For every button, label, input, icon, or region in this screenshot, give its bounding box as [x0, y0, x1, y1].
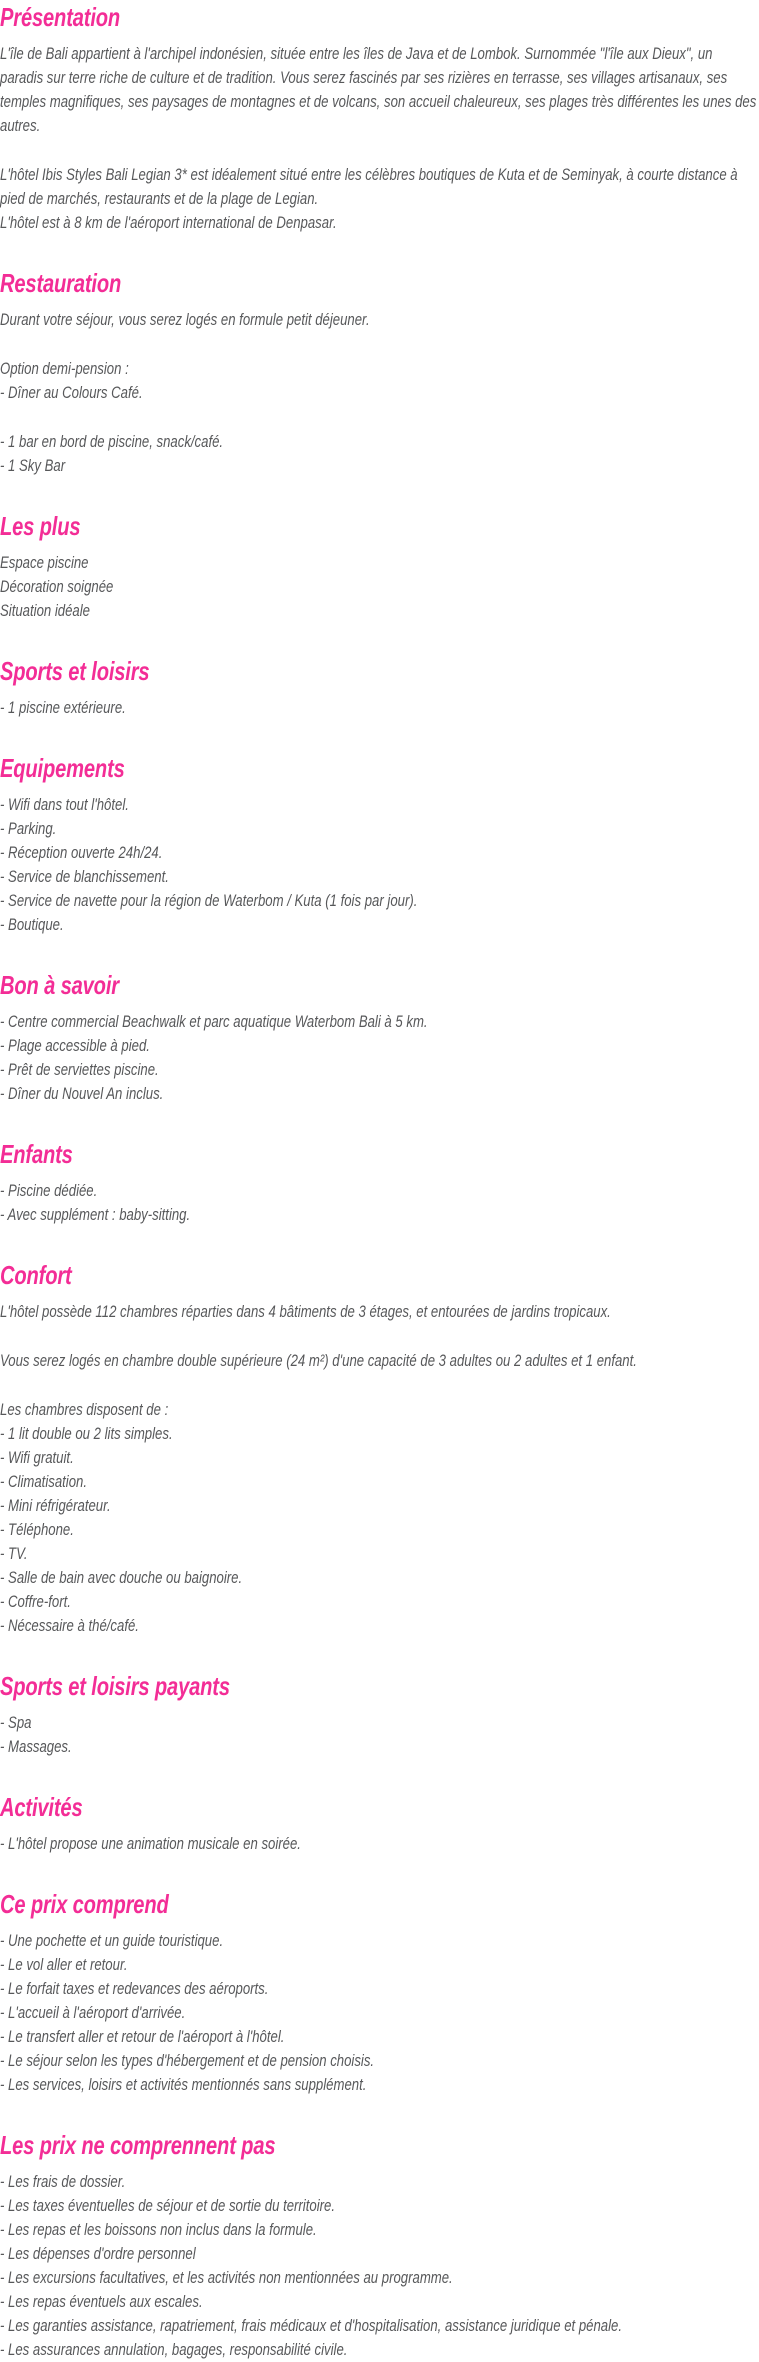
- paragraph: [0, 1179, 759, 1227]
- section-heading: Les plus: [0, 511, 81, 541]
- text-line: - Le vol aller et retour.: [0, 1955, 128, 1974]
- paragraph: [0, 308, 759, 332]
- text-line: - Les services, loisirs et activités mentionnés sans supplément.: [0, 2075, 367, 2094]
- text-line: L'hôtel Ibis Styles Bali Legian 3* est idéalement situé entre les célèbres boutiques de Kuta et de Seminyak, à courte distance à pied de marchés, restaurants et de la plage de Legian.: [0, 165, 738, 208]
- text-line: - L'hôtel propose une animation musicale en soirée.: [0, 1834, 301, 1853]
- text-line: - Piscine dédiée.: [0, 1181, 98, 1200]
- text-line: - Les dépenses d'ordre personnel: [0, 2244, 196, 2263]
- paragraph: [0, 357, 759, 405]
- text-line: - Réception ouverte 24h/24.: [0, 843, 163, 862]
- text-line: Option demi-pension :: [0, 359, 129, 378]
- text-line: - Nécessaire à thé/café.: [0, 1616, 139, 1635]
- paragraph: [0, 42, 759, 138]
- text-line: - Avec supplément : baby-sitting.: [0, 1205, 191, 1224]
- paragraph: [0, 1398, 759, 1638]
- text-line: - Plage accessible à pied.: [0, 1036, 150, 1055]
- paragraph: [0, 2170, 759, 2362]
- text-line: - Centre commercial Beachwalk et parc aquatique Waterbom Bali à 5 km.: [0, 1012, 428, 1031]
- text-line: - Le forfait taxes et redevances des aéroports.: [0, 1979, 269, 1998]
- paragraph: [0, 1010, 759, 1106]
- section-heading: Equipements: [0, 753, 125, 783]
- text-line: Durant votre séjour, vous serez logés en formule petit déjeuner.: [0, 310, 370, 329]
- text-line: - Une pochette et un guide touristique.: [0, 1931, 224, 1950]
- paragraph: [0, 696, 759, 720]
- section-heading: Activités: [0, 1792, 83, 1822]
- text-line: - Les frais de dossier.: [0, 2172, 126, 2191]
- text-line: - Service de navette pour la région de Waterbom / Kuta (1 fois par jour).: [0, 891, 418, 910]
- section-heading: Enfants: [0, 1139, 73, 1169]
- text-line: - Mini réfrigérateur.: [0, 1496, 111, 1515]
- text-line: - 1 bar en bord de piscine, snack/café.: [0, 432, 224, 451]
- text-line: - Climatisation.: [0, 1472, 88, 1491]
- text-line: Décoration soignée: [0, 577, 114, 596]
- text-line: - Parking.: [0, 819, 57, 838]
- text-line: - 1 Sky Bar: [0, 456, 66, 475]
- text-line: - Spa: [0, 1713, 32, 1732]
- paragraph: [0, 1832, 759, 1856]
- text-line: L'hôtel est à 8 km de l'aéroport international de Denpasar.: [0, 213, 337, 232]
- text-line: L'hôtel possède 112 chambres réparties dans 4 bâtiments de 3 étages, et entourées de jardins tropicaux.: [0, 1302, 611, 1321]
- paragraph: [0, 551, 759, 623]
- paragraph: [0, 1300, 759, 1324]
- text-line: - Les repas et les boissons non inclus dans la formule.: [0, 2220, 317, 2239]
- text-line: Les chambres disposent de :: [0, 1400, 169, 1419]
- paragraph: [0, 430, 759, 478]
- text-line: - Le transfert aller et retour de l'aéroport à l'hôtel.: [0, 2027, 285, 2046]
- text-line: L'île de Bali appartient à l'archipel indonésien, située entre les îles de Java et de Lombok. Surnommée "l'île aux Dieux", un paradis sur terre riche de culture et de tradition. Vous serez fascinés par ses rizières en terrasse, ses villages artisanaux, ses temples magnifiques, ses paysages de montagnes et de volcans, son accueil chaleureux, ses plages très différentes les unes des autres.: [0, 44, 757, 135]
- text-line: - Massages.: [0, 1737, 72, 1756]
- text-line: Situation idéale: [0, 601, 90, 620]
- section-heading: Bon à savoir: [0, 970, 119, 1000]
- text-line: - Wifi dans tout l'hôtel.: [0, 795, 129, 814]
- text-line: - Téléphone.: [0, 1520, 74, 1539]
- section-heading: Sports et loisirs payants: [0, 1671, 230, 1701]
- text-line: - L'accueil à l'aéroport d'arrivée.: [0, 2003, 186, 2022]
- text-line: - Coffre-fort.: [0, 1592, 71, 1611]
- section-heading: Sports et loisirs: [0, 656, 150, 686]
- text-line: - Prêt de serviettes piscine.: [0, 1060, 159, 1079]
- text-line: - Les excursions facultatives, et les activités non mentionnées au programme.: [0, 2268, 453, 2287]
- section-heading: Confort: [0, 1260, 72, 1290]
- text-line: - Service de blanchissement.: [0, 867, 169, 886]
- text-line: - Boutique.: [0, 915, 64, 934]
- text-line: Vous serez logés en chambre double supérieure (24 m²) d'une capacité de 3 adultes ou 2 adultes et 1 enfant.: [0, 1351, 637, 1370]
- section-heading: Présentation: [0, 2, 121, 32]
- text-line: - Dîner au Colours Café.: [0, 383, 143, 402]
- text-line: - TV.: [0, 1544, 28, 1563]
- paragraph: [0, 793, 759, 937]
- paragraph: [0, 1349, 759, 1373]
- text-line: Espace piscine: [0, 553, 89, 572]
- paragraph: [0, 163, 759, 235]
- paragraph: [0, 1711, 759, 1759]
- text-line: - Les assurances annulation, bagages, responsabilité civile.: [0, 2340, 348, 2359]
- text-line: - Les taxes éventuelles de séjour et de sortie du territoire.: [0, 2196, 335, 2215]
- section-heading: Restauration: [0, 268, 122, 298]
- section-heading: Ce prix comprend: [0, 1889, 169, 1919]
- text-line: - Salle de bain avec douche ou baignoire.: [0, 1568, 243, 1587]
- text-line: - Les repas éventuels aux escales.: [0, 2292, 203, 2311]
- text-line: - Wifi gratuit.: [0, 1448, 74, 1467]
- text-line: - 1 lit double ou 2 lits simples.: [0, 1424, 173, 1443]
- paragraph: [0, 1929, 759, 2097]
- text-line: - Dîner du Nouvel An inclus.: [0, 1084, 164, 1103]
- section-heading: Les prix ne comprennent pas: [0, 2130, 276, 2160]
- text-line: - Les garanties assistance, rapatriement, frais médicaux et d'hospitalisation, assistance juridique et pénale.: [0, 2316, 623, 2335]
- text-line: - Le séjour selon les types d'hébergement et de pension choisis.: [0, 2051, 375, 2070]
- text-line: - 1 piscine extérieure.: [0, 698, 126, 717]
